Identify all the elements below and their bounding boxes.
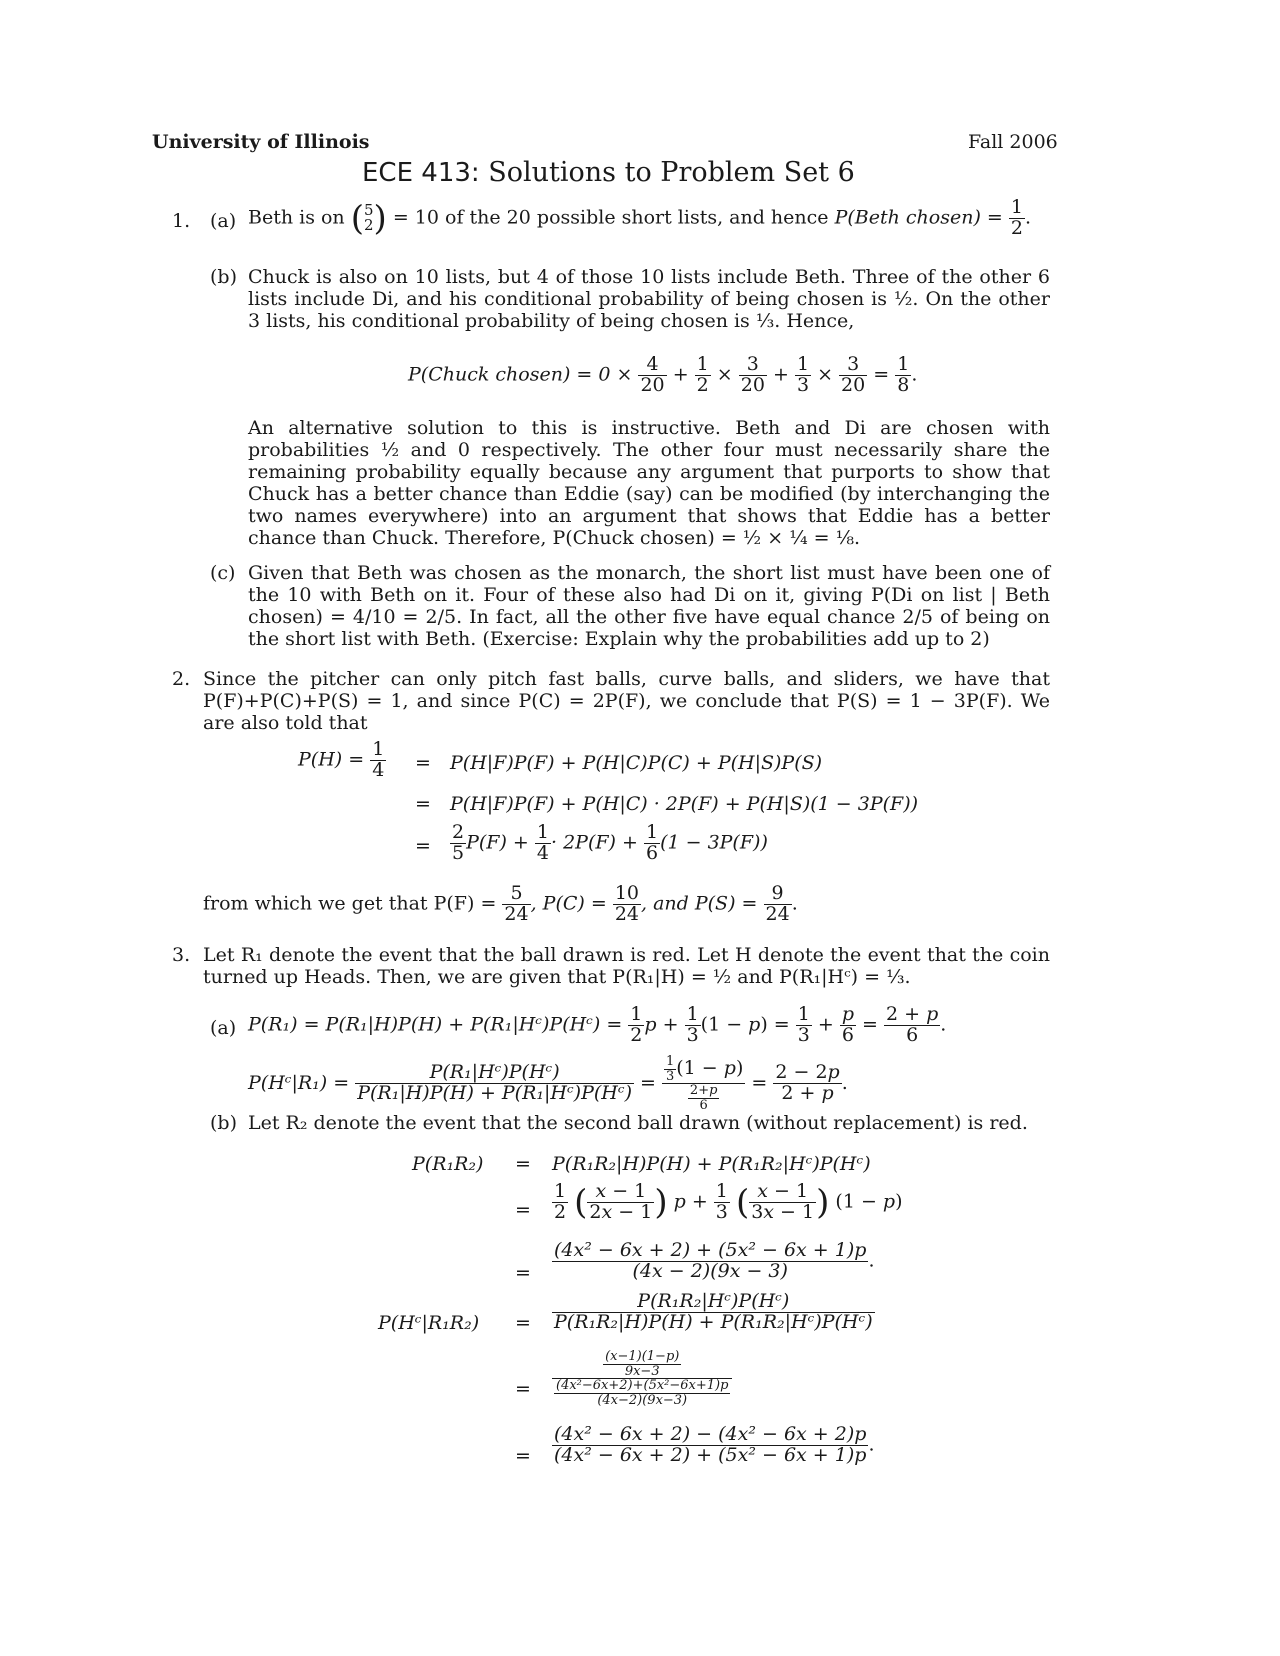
problem-1c-label: (c)	[210, 562, 236, 584]
problem-3-number: 3.	[172, 944, 191, 966]
problem-1c-text: Given that Beth was chosen as the monarch, the short list must have been one of the 10 with Beth on it. Four of these also had Di on it, giving P(Di on list | Beth chosen) = 4/10 = 2/5. In fact, all the other five have equal chance 2/5 of being on the short list with Beth. (Exercise: Explain why the probabilities add up to 2)	[248, 562, 1050, 650]
document-page: University of Illinois Fall 2006 ECE 413: Solutions to Problem Set 6 1. (a) Beth is on ( 5 2 ) = 10 of the 20 possible short lists, and hence P(Beth chosen) = $\frac{1}{2}$ . (b) Chuck is also on 10 lists, but 4 of those 10 lists include Beth. Three of the other 6 lists include Di, and his conditional probability of being chosen is ½. On the other 3 lists, his conditional probability of being chosen is ⅓. Hence, P(Chuck chosen) = 0 × $\frac{4}{20}$ + $\frac{1}{2}$ × $\frac{3}{20}$ + $\frac{1}{3}$ × $\frac{3}{20}$ = $\frac{1}{8}$ . An alternative solution to this is instructive. Beth and Di are chosen with probabilities ½ and 0 respectively. The other four must necessarily share the remaining probability equally because any argument that purports to show that Chuck has a better chance than Eddie (say) can be modified (by interchanging the two names everywhere) into an argument that shows that Eddie has a better chance than Chuck. Therefore, P(Chuck chosen) = ½ × ¼ = ⅛. (c) Given that Beth was chosen as the monarch, the short list must have been one of the 10 with Beth on it. Four of these also had Di on it, giving P(Di on list | Beth chosen) = 4/10 = 2/5. In fact, all the other five have equal chance 2/5 of being on the short list with Beth. (Exercise: Explain why the probabilities add up to 2) 2. Since the pitcher can only pitch fast balls, curve balls, and sliders, we have that P(F)+P(C)+P(S) = 1, and since P(C) = 2P(F), we conclude that P(S) = 1 − 3P(F). We are also told that P(H) = $\frac{1}{4}$ = P(H|F)P(F) + P(H|C)P(C) + P(H|S)P(S) = P(H|F)P(F) + P(H|C) · 2P(F) + P(H|S)(1 − 3P(F)) = $\frac{2}{5}$ P(F) + $\frac{1}{4}$ · 2P(F) + $\frac{1}{6}$ (1 − 3P(F)) from which we get that P(F) = $\frac{5}{24}$ , P(C) = $\frac{10}{24}$ , and P(S) = $\frac{9}{24}$ . 3. Let R₁ denote the event that the ball drawn is red. Let H denote the event that the coin turned up Heads. Then, we are given that P(R₁|H) = ½ and P(R₁|Hᶜ) = ⅓. (a) P(R₁) = P(R₁|H)P(H) + P(R₁|Hᶜ)P(Hᶜ) = $\frac{1}{2}$ p + $\frac{1}{3}$ (1 − p) = $\frac{1}{3}$ + $\frac{p}{6}$ = $\frac{2 + p}{6}$ . P(Hᶜ|R₁) = $\frac{\text{P(R₁|Hᶜ)P(Hᶜ)}}{\text{P(R₁|H)P(H) + P(R₁|Hᶜ)P(Hᶜ)}}$ = $\frac{1}{3}$ (1 − p) $\frac{2+p}{6}$ = $\frac{2 - 2p}{2 + p}$ . (b) Let R₂ denote the event that the second ball drawn (without replacement) is red. P(R₁R₂) = P(R₁R₂|H)P(H) + P(R₁R₂|Hᶜ)P(Hᶜ) = $\frac{1}{2}$ ( $\frac{x - 1}{2x - 1}$ ) p + $\frac{1}{3}$ ( $\frac{x - 1}{3x - 1}$ ) (1 − p) = $\frac{\text{(4x² − 6x + 2) + (5x² − 6x + 1)p}}{(4x - 2)(9x - 3)}$ . P(Hᶜ|R₁R₂) = $\frac{\text{P(R₁R₂|Hᶜ)P(Hᶜ)}}{\text{P(R₁R₂|H)P(H) + P(R₁R₂|Hᶜ)P(Hᶜ)}}$ = $\frac{\frac{(x-1)(1-p)}{9x-3}}{\frac{\text{(4x²−6x+2)+(5x²−6x+1)p}}{(4x-2)(9x-3)}}$ = $\frac{\text{(4x² − 6x + 2) − (4x² − 6x + 2)p}}{\text{(4x² − 6x + 2) + (5x² − 6x + 1)p}}$ .	[152, 131, 1058, 1467]
problem-3a-equation-1: P(R₁) = P(R₁|H)P(H) + P(R₁|Hᶜ)P(Hᶜ) = $\frac{1}{2}$ p + $\frac{1}{3}$ (1 − p) = $\frac{1}{3}$ + $\frac{p}{6}$ = $\frac{2 + p}{6}$ .	[248, 1003, 947, 1046]
problem-3b-line-4: $\frac{\text{P(R₁R₂|Hᶜ)P(Hᶜ)}}{\text{P(R₁R₂|H)P(H) + P(R₁R₂|Hᶜ)P(Hᶜ)}}$	[554, 1290, 873, 1333]
problem-2-result: from which we get that P(F) = $\frac{5}{24}$ , P(C) = $\frac{10}{24}$ , and P(S) = $\frac{9}{24}$ .	[203, 882, 798, 925]
problem-2-line-3: $\frac{2}{5}$ P(F) + $\frac{1}{4}$ · 2P(F) + $\frac{1}{6}$ (1 − 3P(F))	[452, 821, 768, 864]
problem-3b-lhs-1: P(R₁R₂)	[412, 1153, 484, 1175]
problem-2-text: Since the pitcher can only pitch fast balls, curve balls, and sliders, we have that P(F)+P(C)+P(S) = 1, and since P(C) = 2P(F), we conclude that P(S) = 1 − 3P(F). We are also told that	[203, 668, 1050, 734]
problem-3b-line-2: $\frac{1}{2}$ ( $\frac{x - 1}{2x - 1}$ ) p + $\frac{1}{3}$ ( $\frac{x - 1}{3x - 1}$ ) (1 − p)	[554, 1180, 903, 1223]
problem-3a-label: (a)	[210, 1017, 237, 1039]
page-title	[362, 157, 855, 188]
problem-1a-line: Beth is on ( 5 2 ) = 10 of the 20 possible short lists, and hence P(Beth chosen) = $\frac{1}{2}$ .	[248, 196, 1032, 239]
problem-1a-label: (a)	[210, 210, 237, 232]
problem-3b-lhs-2: P(Hᶜ|R₁R₂)	[378, 1312, 480, 1334]
problem-3b-line-5: $\frac{\frac{(x-1)(1-p)}{9x-3}}{\frac{\text{(4x²−6x+2)+(5x²−6x+1)p}}{(4x-2)(9x-3)}}$	[552, 1350, 732, 1408]
problem-2-line-1: P(H|F)P(F) + P(H|C)P(C) + P(H|S)P(S)	[450, 752, 823, 774]
problem-1b-text: Chuck is also on 10 lists, but 4 of those 10 lists include Beth. Three of the other 6 lists include Di, and his conditional probability of being chosen is ½. On the other 3 lists, his conditional probability of being chosen is ⅓. Hence,	[248, 266, 1050, 332]
problem-3b-text: Let R₂ denote the event that the second ball drawn (without replacement) is red.	[248, 1112, 1028, 1134]
problem-3b-label: (b)	[210, 1112, 237, 1134]
problem-2-line-2: P(H|F)P(F) + P(H|C) · 2P(F) + P(H|S)(1 − 3P(F))	[450, 793, 919, 815]
problem-3-text: Let R₁ denote the event that the ball drawn is red. Let H denote the event that the coin turned up Heads. Then, we are given that P(R₁|H) = ½ and P(R₁|Hᶜ) = ⅓.	[203, 944, 1050, 988]
problem-1b-alternative: An alternative solution to this is instructive. Beth and Di are chosen with probabilities ½ and 0 respectively. The other four must necessarily share the remaining probability equally because any argument that purports to show that Chuck has a better chance than Eddie (say) can be modified (by interchanging the two names everywhere) into an argument that shows that Eddie has a better chance than Chuck. Therefore, P(Chuck chosen) = ½ × ¼ = ⅛.	[248, 417, 1050, 549]
problem-3a-equation-2: P(Hᶜ|R₁) = $\frac{\text{P(R₁|Hᶜ)P(Hᶜ)}}{\text{P(R₁|H)P(H) + P(R₁|Hᶜ)P(Hᶜ)}}$ = $\frac{1}{3}$ (1 − p) $\frac{2+p}{6}$ = $\frac{2 - 2p}{2 + p}$ .	[248, 1054, 848, 1113]
problem-1b-label: (b)	[210, 266, 237, 288]
problem-2-lhs: P(H) = $\frac{1}{4}$	[298, 738, 385, 781]
problem-3b-line-1: P(R₁R₂|H)P(H) + P(R₁R₂|Hᶜ)P(Hᶜ)	[552, 1153, 871, 1175]
title-text: Solutions to Problem Set 6	[488, 157, 855, 188]
university-name: University of Illinois	[152, 131, 370, 153]
problem-1b-equation: P(Chuck chosen) = 0 × $\frac{4}{20}$ + $\frac{1}{2}$ × $\frac{3}{20}$ + $\frac{1}{3}$ × $\frac{3}{20}$ = $\frac{1}{8}$ .	[408, 353, 918, 396]
problem-1-number: 1.	[172, 210, 191, 232]
term-label: Fall 2006	[968, 131, 1058, 153]
course-code: ECE 413:	[362, 158, 480, 188]
problem-3b-line-3: $\frac{\text{(4x² − 6x + 2) + (5x² − 6x + 1)p}}{(4x - 2)(9x - 3)}$ .	[554, 1239, 875, 1282]
problem-2-number: 2.	[172, 668, 191, 690]
problem-3b-line-6: $\frac{\text{(4x² − 6x + 2) − (4x² − 6x + 2)p}}{\text{(4x² − 6x + 2) + (5x² − 6x + 1)p}}$ .	[554, 1423, 875, 1466]
